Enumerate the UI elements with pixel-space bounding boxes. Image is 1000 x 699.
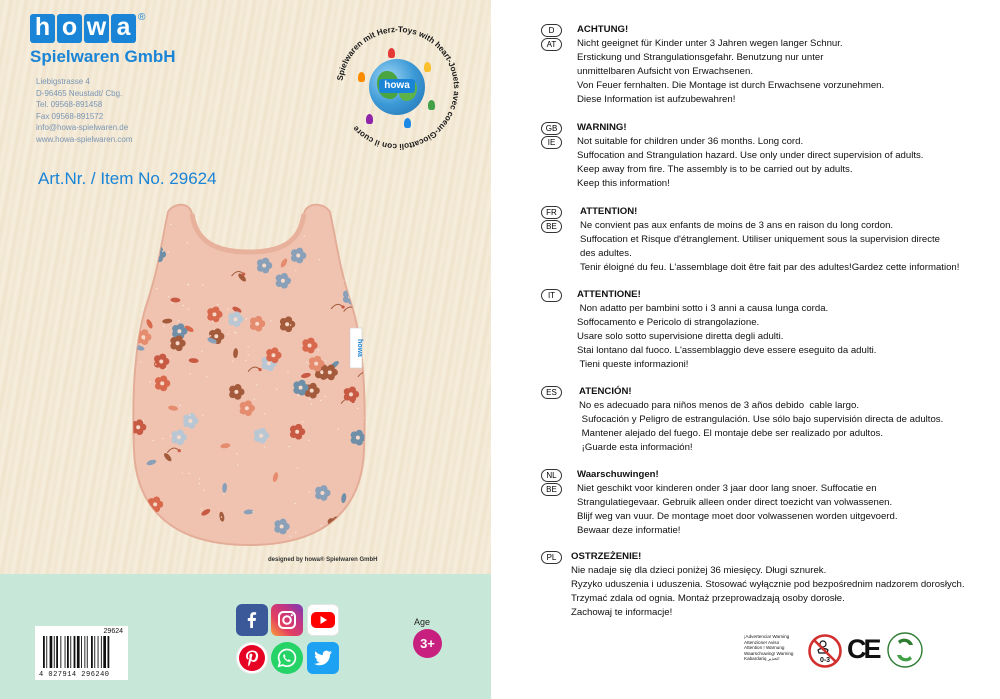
country-code-badge: D (541, 24, 562, 37)
address-line: D-96465 Neustadt/ Cbg. (36, 88, 123, 98)
product-tag-text: howa (356, 339, 363, 357)
country-code-badge: PL (541, 551, 562, 564)
motto-seal (328, 18, 468, 158)
warning-line: Usare solo sotto supervisione diretta degli adulti. (577, 331, 784, 342)
address-line: Fax 09568-891572 (36, 111, 104, 121)
warning-line: des adultes. (580, 248, 632, 259)
warning-block (577, 23, 884, 107)
country-codes (541, 24, 562, 52)
child-figure-icon (358, 72, 365, 82)
child-figure-icon (424, 62, 431, 72)
warning-line: Diese Information ist aufzubewahren! (577, 94, 736, 105)
child-figure-icon (388, 48, 395, 58)
country-code-badge: AT (541, 38, 562, 51)
warning-line: Mantener alejado del fuego. El montaje debe ser realizado por adultos. (579, 428, 883, 439)
brand-logo (30, 12, 176, 66)
warning-line: Blijf weg van vuur. De montage moet door volwassenen worden uitgevoerd. (577, 511, 898, 522)
warning-block (571, 550, 965, 620)
item-number: Art.Nr. / Item No. 29624 (38, 169, 217, 188)
warning-line: Sufocación y Peligro de estrangulación. Use sólo bajo supervisión directa de adultos. (579, 414, 944, 425)
warning-line: Zachowaj te informacje! (571, 607, 673, 618)
warning-block (580, 205, 959, 275)
globe-icon (369, 59, 425, 115)
warning-line: Keep this information! (577, 178, 670, 189)
warning-line: Strangulatiegevaar. Gebruik alleen onder direct toezicht van volwassenen. (577, 497, 893, 508)
warning-line: No es adecuado para niños menos de 3 años debido cable largo. (579, 400, 860, 411)
warning-line: unmittelbaren Aufsicht von Erwachsenen. (577, 66, 753, 77)
warning-line: Nicht geeignet für Kinder unter 3 Jahren wegen langer Schnur. (577, 38, 843, 49)
not-for-under-3-icon (808, 634, 842, 668)
country-codes (541, 289, 562, 303)
warning-line: Stai lontano dal fuoco. L'assemblaggio deve essere eseguito da adulti. (577, 345, 877, 356)
warning-line: Not suitable for children under 36 months. Long cord. (577, 136, 804, 147)
country-codes (541, 551, 562, 565)
barcode-item-number: 29624 (103, 628, 123, 635)
whatsapp-icon[interactable] (271, 642, 303, 674)
ce-mark: CE (847, 634, 879, 664)
globe-logo: howa (379, 79, 415, 93)
country-codes (541, 469, 562, 497)
motto-text: Spielwaren mit Herz-Toys with heart-Jouets avec coeur-Giocattoli con il cuore (335, 24, 462, 152)
youtube-icon[interactable] (307, 604, 339, 636)
country-codes (541, 206, 562, 234)
warning-heading: Waarschuwingen! (577, 469, 659, 480)
warning-block (577, 468, 898, 538)
child-figure-icon (428, 100, 435, 110)
address-line: Tel. 09568-891458 (36, 100, 103, 110)
warning-heading: ATENCIÓN! (579, 386, 632, 397)
country-code-badge: GB (541, 122, 562, 135)
logo-letter: o (57, 14, 82, 43)
address-email[interactable]: info@howa-spielwaren.de (36, 123, 129, 133)
address-website[interactable]: www.howa-spielwaren.com (36, 134, 133, 144)
sleeping-bag-image (128, 200, 370, 550)
country-code-badge: ES (541, 386, 562, 399)
warning-line: Niet geschikt voor kinderen onder 3 jaar door lang snoer. Suffocatie en (577, 483, 877, 494)
barcode (35, 626, 128, 680)
warning-line: Tieni queste informazioni! (577, 359, 689, 370)
address-line: Liebigstrasse 4 (36, 77, 90, 86)
strip-line: Waarschuwing! Warning (744, 650, 794, 656)
warning-block (577, 121, 923, 191)
warning-heading: ATTENTION! (580, 206, 638, 217)
warning-line: Tenir éloigné du feu. L'assemblage doit être fait par des adultes!Gardez cette information! (580, 262, 960, 273)
strip-line: ¡Advertencia! Warning (744, 634, 790, 639)
strip-line: Attenzione! Aviso (744, 639, 780, 645)
product-panel (0, 0, 491, 699)
country-code-badge: BE (541, 220, 562, 233)
country-code-badge: NL (541, 469, 562, 482)
country-code-badge: BE (541, 483, 562, 496)
warning-line: ¡Guarde esta información! (579, 442, 693, 453)
warning-line: Trzymać zdala od ognia. Montaż przeprowadzają osoby dorosłe. (571, 593, 845, 604)
warning-line: Ne convient pas aux enfants de moins de 3 ans en raison du long cordon. (580, 220, 894, 231)
compliance-warning-strip (744, 634, 793, 662)
warning-line: Bewaar deze informatie! (577, 525, 681, 536)
logo-tiles (30, 14, 136, 43)
warning-line: Ryzyko uduszenia i uduszenia. Stosować wyłącznie pod bezpośrednim nadzorem dorosłych. (571, 579, 965, 590)
barcode-digits: 4 027914 296240 (39, 671, 110, 679)
warning-block (579, 385, 943, 455)
warning-line: Suffocation and Strangulation hazard. Use only under direct supervision of adults. (577, 150, 924, 161)
warning-line: Erstickung und Strangulationsgefahr. Benutzung nur unter (577, 52, 824, 63)
instagram-icon[interactable] (271, 604, 303, 636)
country-codes (541, 122, 562, 150)
twitter-icon[interactable] (307, 642, 339, 674)
country-code-badge: IT (541, 289, 562, 302)
warning-line: Keep away from fire. The assembly is to be carried out by adults. (577, 164, 853, 175)
country-codes (541, 386, 562, 400)
warning-line: Von Feuer fernhalten. Die Montage ist durch Erwachsene vorzunehmen. (577, 80, 885, 91)
warning-line: Suffocation et Risque d'étranglement. Utiliser uniquement sous la supervision directe (580, 234, 941, 245)
barcode-bars (43, 636, 121, 668)
warning-line: Soffocamento e Pericolo di strangolazione. (577, 317, 760, 328)
strip-line: Attention ! Warnung (744, 645, 785, 651)
age-mark-text: 0-3 (819, 657, 831, 664)
warning-block (577, 288, 876, 372)
warning-heading: ACHTUNG! (577, 24, 629, 35)
warning-heading: WARNING! (577, 122, 627, 133)
green-dot-recycle-icon (887, 632, 923, 668)
registered-mark: ® (138, 12, 146, 23)
warning-line: Nie nadaje się dla dzieci poniżej 36 miesięcy. Długi sznurek. (571, 565, 827, 576)
warning-heading: ATTENTIONE! (577, 289, 641, 300)
strip-line: Kabardariq تحذير! (744, 656, 780, 662)
logo-letter: a (111, 14, 136, 43)
company-name: Spielwaren GmbH (30, 47, 176, 66)
child-figure-icon (366, 114, 373, 124)
company-address (36, 76, 132, 146)
country-code-badge: IE (541, 136, 562, 149)
logo-letter: w (84, 14, 109, 43)
logo-letter: h (30, 14, 55, 43)
country-code-badge: FR (541, 206, 562, 219)
age-badge: 3+ (413, 629, 442, 658)
age-label: Age (414, 617, 431, 627)
warning-line: Non adatto per bambini sotto i 3 anni a causa lunga corda. (577, 303, 829, 314)
facebook-icon[interactable] (236, 604, 268, 636)
pinterest-icon[interactable] (236, 642, 268, 674)
designed-by: designed by howa® Spielwaren GmbH (268, 557, 378, 563)
warning-heading: OSTRZEŻENIE! (571, 551, 642, 562)
child-figure-icon (404, 118, 411, 128)
